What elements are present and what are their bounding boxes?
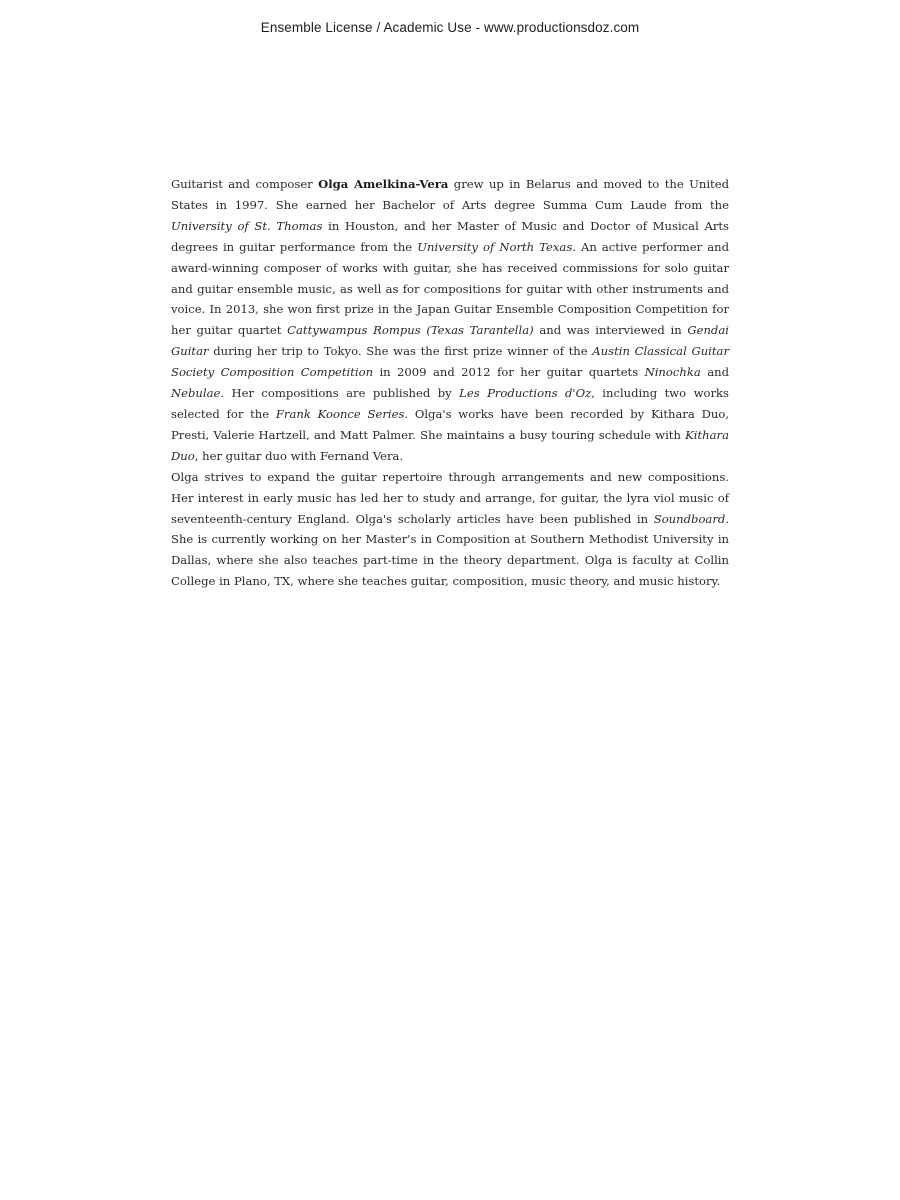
bio-text: . She is currently working on her Master's in Composition at Southern Methodist University in Dallas, where she also teaches part-time in the theory department. Olga is faculty at Collin College in Plano, TX, where she teaches guitar, composition, music theory, and music history.	[171, 511, 729, 589]
work-title: Ninochka	[644, 365, 701, 380]
bio-text: . Olga's works have been recorded by Kithara Duo, Presti, Valerie Hartzell, and Matt Palmer. She maintains a busy touring schedule with	[171, 406, 730, 442]
institution-name: University of North Texas	[417, 239, 573, 254]
biography	[171, 174, 729, 592]
bio-text: . An active performer and award-winning composer of works with guitar, she has received commissions for solo guitar and guitar ensemble music, as well as for compositions for guitar with other instruments and voice. In 2013, she won first prize in the Japan Guitar Ensemble Composition Competition for her guitar quartet	[171, 239, 729, 338]
composer-name: Olga Amelkina-Vera	[318, 177, 449, 191]
institution-name: University of St. Thomas	[171, 218, 323, 233]
work-title: Nebulae	[171, 386, 221, 401]
bio-text: . Her compositions are published by	[220, 386, 460, 401]
bio-text: in 2009 and 2012 for her guitar quartets	[373, 365, 645, 380]
publication-title: Gendai Guitar	[171, 323, 729, 359]
publisher-name: Les Productions d'Oz	[459, 386, 592, 401]
bio-text: grew up in Belarus and moved to the United States in 1997. She earned her Bachelor of Arts degree Summa Cum Laude from the	[171, 177, 729, 212]
bio-paragraph-2	[171, 467, 729, 592]
series-name: Frank Koonce Series	[275, 406, 405, 421]
license-header: Ensemble License / Academic Use - www.productionsdoz.com	[260, 20, 640, 35]
bio-text: Guitarist and composer	[171, 177, 319, 191]
work-title: Cattywampus Rompus (Texas Tarantella)	[287, 323, 534, 338]
bio-text: Olga strives to expand the guitar repertoire through arrangements and new compositions. Her interest in early music has led her to study and arrange, for guitar, the lyra viol music of seventeenth-century England. Olga's scholarly articles have been published in	[171, 469, 729, 526]
bio-text: and was interviewed in	[533, 323, 688, 338]
bio-text: , her guitar duo with Fernand Vera.	[194, 448, 404, 463]
bio-text: , including two works selected for the	[171, 386, 729, 421]
competition-name: Austin Classical Guitar Society Composition Competition	[171, 344, 729, 380]
bio-text: and	[700, 365, 729, 380]
bio-text: in Houston, and her Master of Music and Doctor of Musical Arts degrees in guitar performance from the	[171, 218, 729, 254]
ensemble-name: Kithara Duo	[171, 427, 729, 463]
publication-title: Soundboard	[653, 511, 726, 526]
bio-paragraph-1	[171, 174, 729, 467]
bio-text: during her trip to Tokyo. She was the first prize winner of the	[208, 344, 593, 359]
